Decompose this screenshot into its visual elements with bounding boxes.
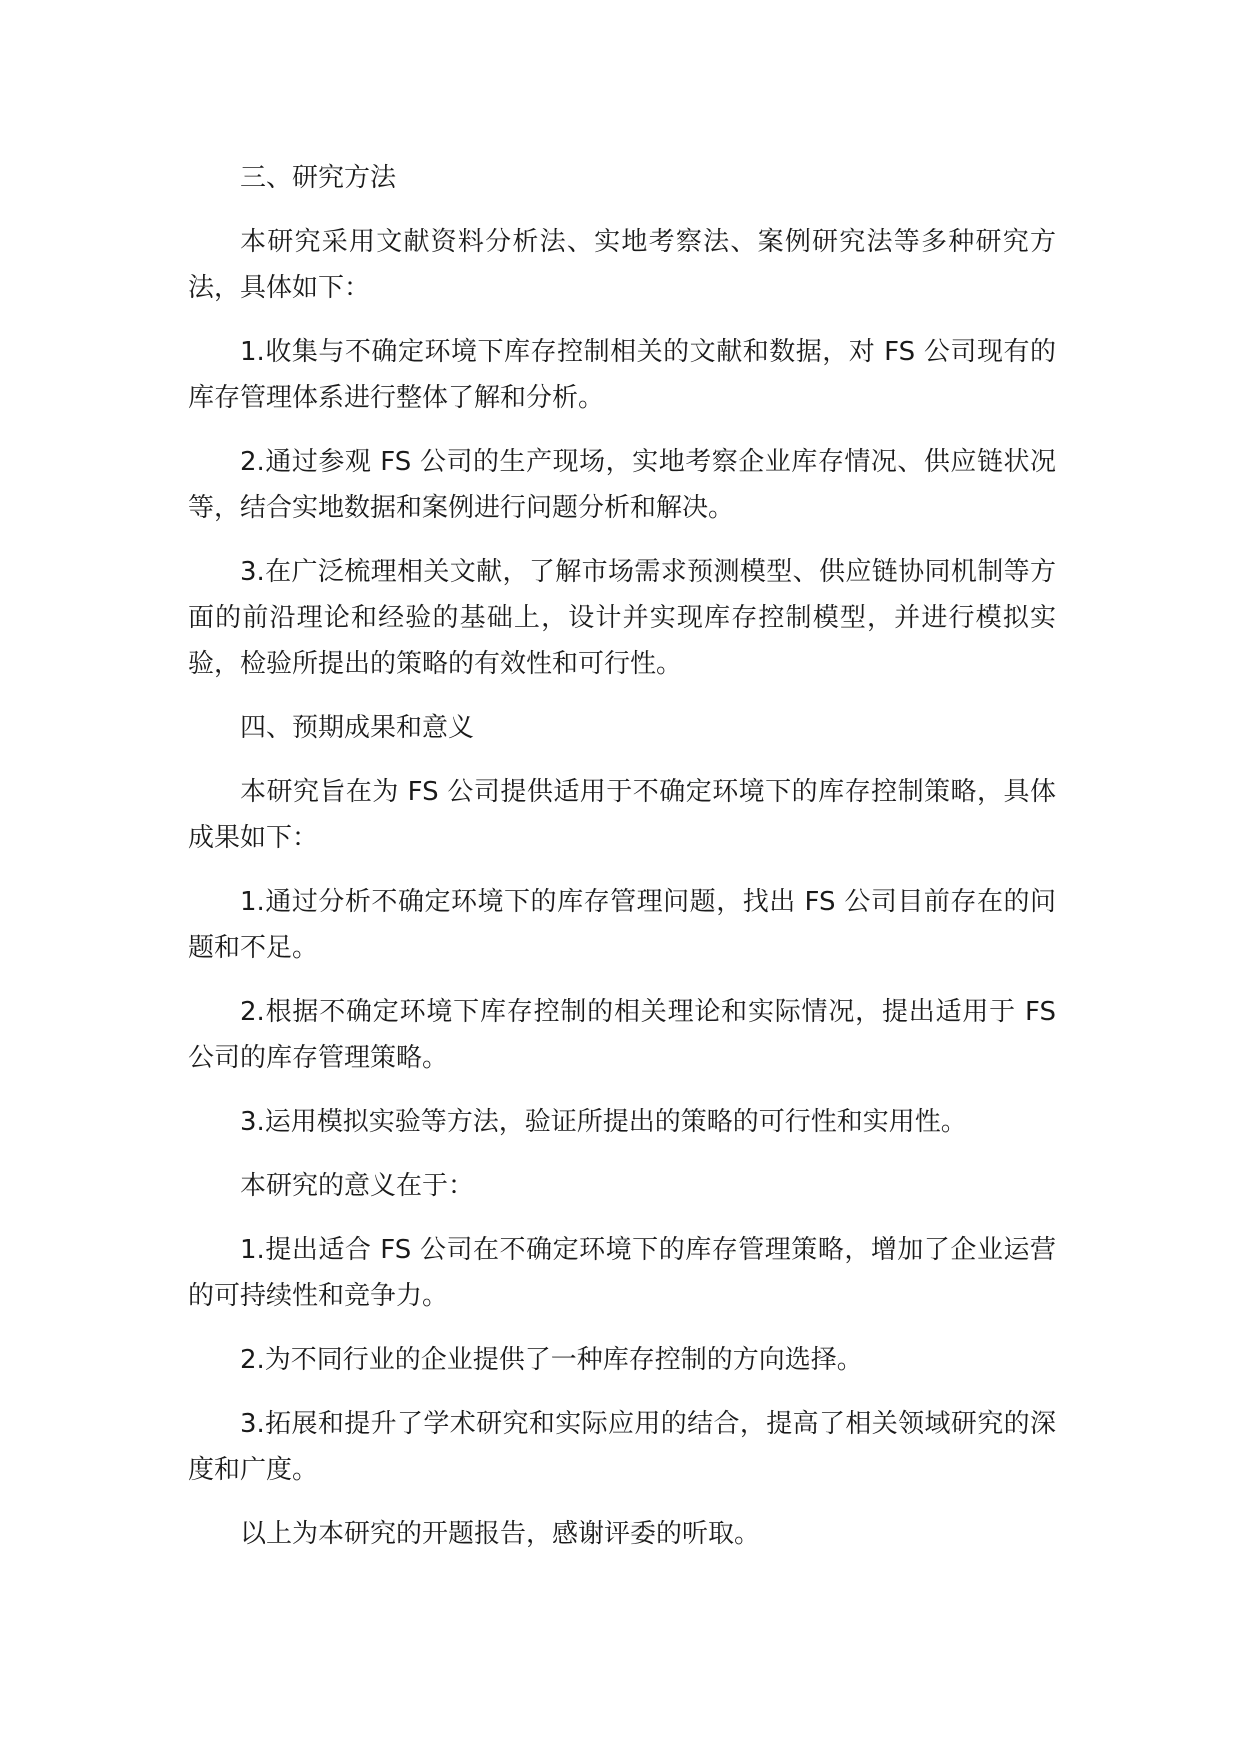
list-item: 1.提出适合 FS 公司在不确定环境下的库存管理策略，增加了企业运营的可持续性和竞争力。 [188,1235,1056,1311]
list-item: 2.通过参观 FS 公司的生产现场，实地考察企业库存情况、供应链状况等，结合实地数据和案例进行问题分析和解决。 [188,447,1056,523]
list-item: 2.根据不确定环境下库存控制的相关理论和实际情况，提出适用于 FS 公司的库存管理策略。 [188,997,1056,1073]
paragraph: 本研究旨在为 FS 公司提供适用于不确定环境下的库存控制策略，具体成果如下： [188,777,1056,853]
list-item: 1.通过分析不确定环境下的库存管理问题，找出 FS 公司目前存在的问题和不足。 [188,887,1056,963]
list-item: 3.在广泛梳理相关文献，了解市场需求预测模型、供应链协同机制等方面的前沿理论和经验的基础上，设计并实现库存控制模型，并进行模拟实验，检验所提出的策略的有效性和可行性。 [188,557,1056,679]
section-heading-outcomes: 四、预期成果和意义 [240,713,475,743]
paragraph: 本研究的意义在于： [240,1171,475,1201]
list-item: 2.为不同行业的企业提供了一种库存控制的方向选择。 [240,1345,863,1375]
list-item: 3.拓展和提升了学术研究和实际应用的结合，提高了相关领域研究的深度和广度。 [188,1409,1056,1485]
section-heading-methods: 三、研究方法 [240,163,397,193]
closing-paragraph: 以上为本研究的开题报告，感谢评委的听取。 [240,1519,761,1549]
paragraph: 本研究采用文献资料分析法、实地考察法、案例研究法等多种研究方法，具体如下： [188,227,1056,303]
list-item: 3.运用模拟实验等方法，验证所提出的策略的可行性和实用性。 [240,1107,967,1137]
document-page [188,155,1056,1575]
list-item: 1.收集与不确定环境下库存控制相关的文献和数据，对 FS 公司现有的库存管理体系进行整体了解和分析。 [188,337,1056,413]
